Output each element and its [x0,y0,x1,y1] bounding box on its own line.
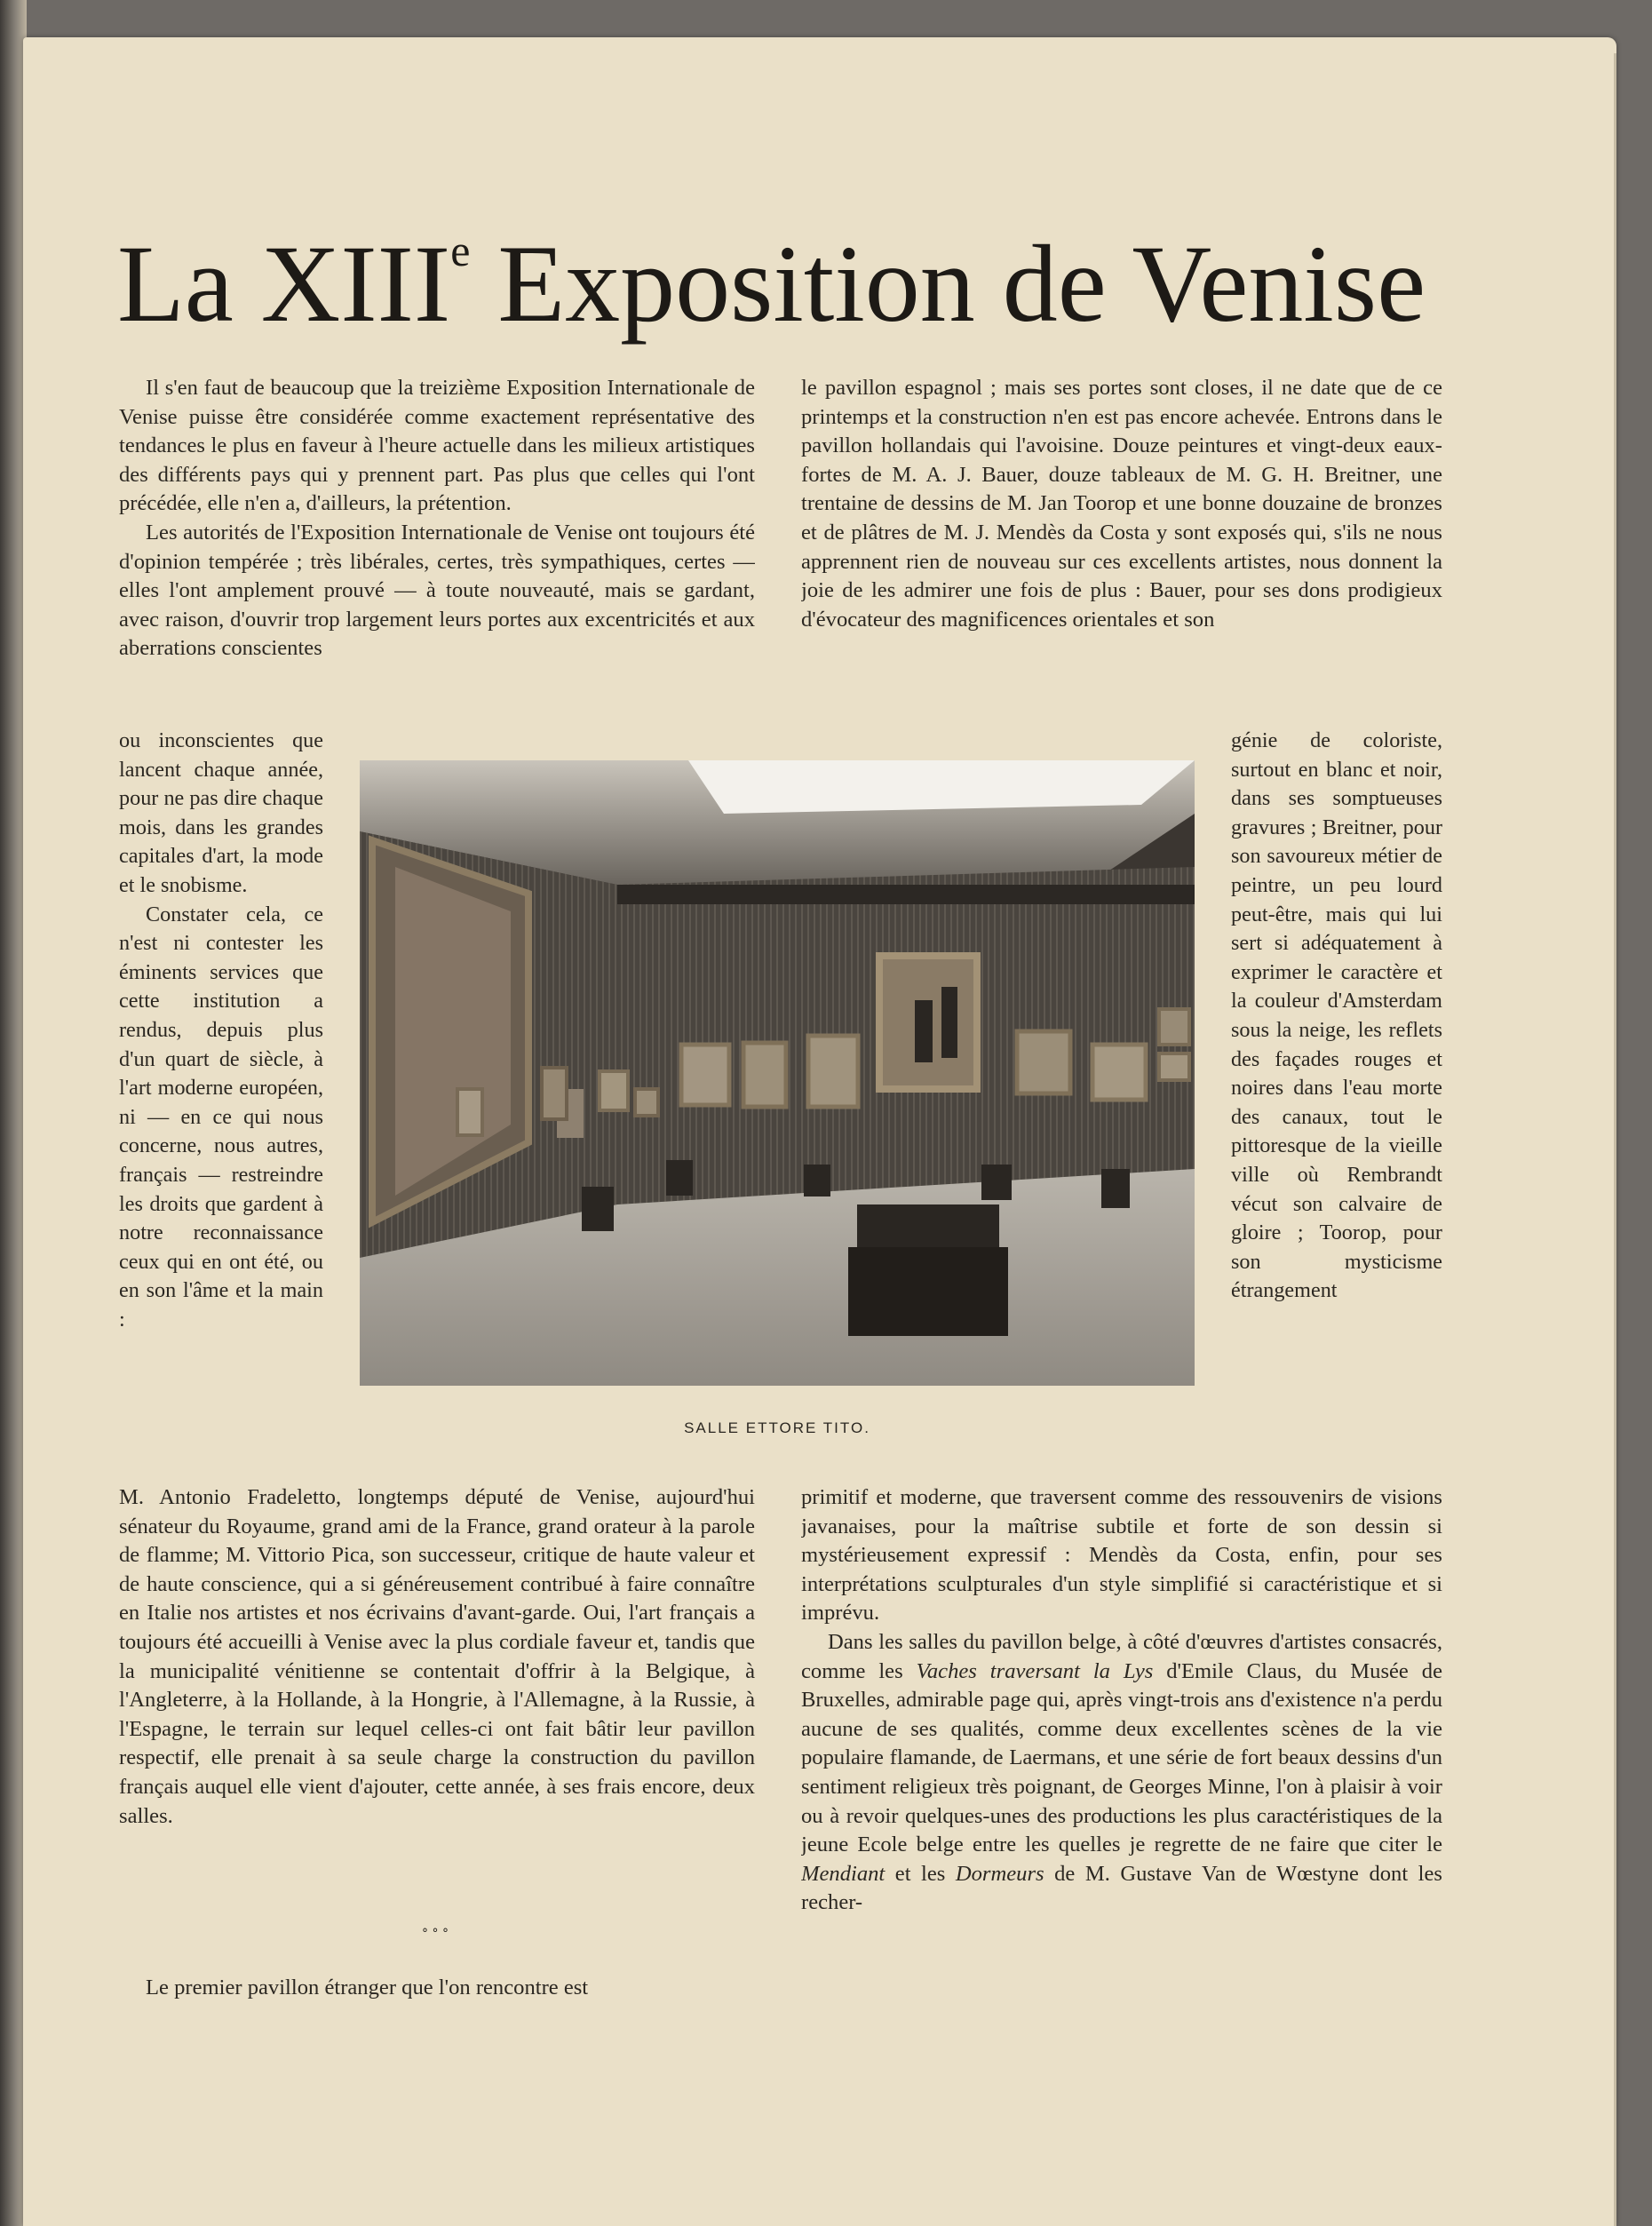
artwork-title: Dormeurs [955,1861,1044,1886]
text-run: Dans les salles du pavillon belge, à côté d'œuvres d'artistes consacrés, comme les [801,1629,1442,1683]
paragraph [801,1628,1442,1918]
section-ornament: ° ° ° [422,1927,449,1941]
right-column-bottom [801,1483,1442,2007]
artwork-title: Vaches traversant la Lys [916,1658,1154,1683]
artwork-title: Mendiant [801,1861,886,1886]
paragraph: Constater cela, ce n'est ni contester les éminents services que cette institution a rendus, depuis plus d'un quart de siècle, à l'art moderne européen, ni — en ce qui nous concerne, nous autres, français — restreindre les droits que gardent à notre reconnaissance ceux qui en ont été, ou en son l'âme et la main : [119,902,323,1332]
text-run: et les [885,1861,956,1886]
left-column-bottom [119,1483,755,1919]
paragraph: Le premier pavillon étranger que l'on rencontre est [146,1976,589,1999]
title-main: La XIII [117,223,451,345]
left-column-last [119,1974,755,2009]
title-superscript: e [450,226,471,275]
gallery-photograph [360,760,1195,1386]
left-column-narrow [119,727,323,1475]
text-run: d'Emile Claus, du Musée de Bruxelles, admirable page qui, après vingt-trois ans d'existence n'a perdu aucune de ses qualités, comme deux excellentes scènes de la vie populaire flamande, de Laermans, et une série de fort beaux dessins d'un sentiment religieux très poignant, de Georges Minne, l'on à plaisir à voir ou à revoir quelques-unes des productions les plus caractéristiques de la jeune Ecole belge entre les quelles je regrette de ne faire que citer le [801,1658,1442,1857]
text-run: de M. Gustave Van de Wœstyne dont les recher- [801,1861,1442,1915]
title-rest: Exposition de Venise [470,223,1426,345]
left-column-top [119,374,755,727]
paragraph: génie de coloriste, surtout en blanc et noir, dans ses somptueuses gravures ; Breitner, pour son savoureux métier de peintre, un peu lourd peut-être, mais qui lui sert si adéquatement à exprimer le caractère et la couleur d'Amsterdam sous la neige, les reflets des façades rouges et noires dans l'eau morte des canaux, tout le pittoresque de la vieille ville où Rembrandt vécut son calvaire de gloire ; Toorop, pour son mysticisme étrangement [1231,728,1442,1303]
right-column-narrow [1231,727,1442,1483]
paragraph: Il s'en faut de beaucoup que la treizième Exposition Internationale de Venise puisse être considérée comme exactement représentative des tendances le plus en faveur à l'heure actuelle dans les milieux artistiques des différents pays qui y prennent part. Pas plus que celles qui l'ont précédée, elle n'en a, d'ailleurs, la prétention. [119,376,755,516]
photo-caption: SALLE ETTORE TITO. [684,1419,870,1436]
right-column-top [801,374,1442,727]
paragraph: ou inconscientes que lancent chaque année, pour ne pas dire chaque mois, dans les grandes capitales d'art, la mode et le snobisme. [119,728,323,897]
page-edge [1614,53,1616,2226]
paragraph: M. Antonio Fradeletto, longtemps député de Venise, aujourd'hui sénateur du Royaume, grand ami de la France, grand orateur à la parole de flamme; M. Vittorio Pica, son successeur, critique de haute valeur et de haute conscience, qui a si généreusement contribué à faire connaître en Italie nos artistes et nos écrivains d'avant-garde. Oui, l'art français a toujours été accueilli à Venise avec la plus cordiale faveur et, tandis que la municipalité vénitienne se contentait d'offrir à la Belgique, à l'Angleterre, à la Hollande, à la Hongrie, à l'Allemagne, à la Russie, à l'Espagne, le terrain sur lequel celles-ci ont fait bâtir leur pavillon respectif, elle prenait à sa seule charge la construction du pavillon français auquel elle vient d'ajouter, cette année, à ses frais encore, deux salles. [119,1485,755,1828]
article-title [117,222,1449,355]
paragraph: le pavillon espagnol ; mais ses portes sont closes, il ne date que de ce printemps et la construction n'en est pas encore achevée. Entrons dans le pavillon hollandais qui l'avoisine. Douze peintures et vingt-deux eaux-fortes de M. A. J. Bauer, douze tableaux de M. G. H. Breitner, une trentaine de dessins de M. Jan Toorop et une bonne douzaine de bronzes et de plâtres de M. J. Mendès da Costa y sont exposés qui, s'ils ne nous apprennent rien de nouveau sur ces excellents artistes, nous donnent la joie de les admirer une fois de plus : Bauer, pour ses dons prodigieux d'évocateur des magnificences orientales et son [801,376,1442,632]
gallery-photo-illustration [360,760,1195,1386]
paragraph: Les autorités de l'Exposition Internationale de Venise ont toujours été d'opinion tempérée ; très libérales, certes, très sympathiques, certes — elles l'ont amplement prouvé — à toute nouveauté, mais se gardant, avec raison, d'ouvrir trop largement leurs portes aux excentricités et aux aberrations conscientes [119,520,755,661]
paragraph: primitif et moderne, que traversent comme des ressouvenirs de visions javanaises, pour la maîtrise subtile et forte de son dessin si mystérieusement expressif : Mendès da Costa, enfin, pour ses interprétations sculpturales d'un style simplifié si caractéristique et si imprévu. [801,1485,1442,1626]
